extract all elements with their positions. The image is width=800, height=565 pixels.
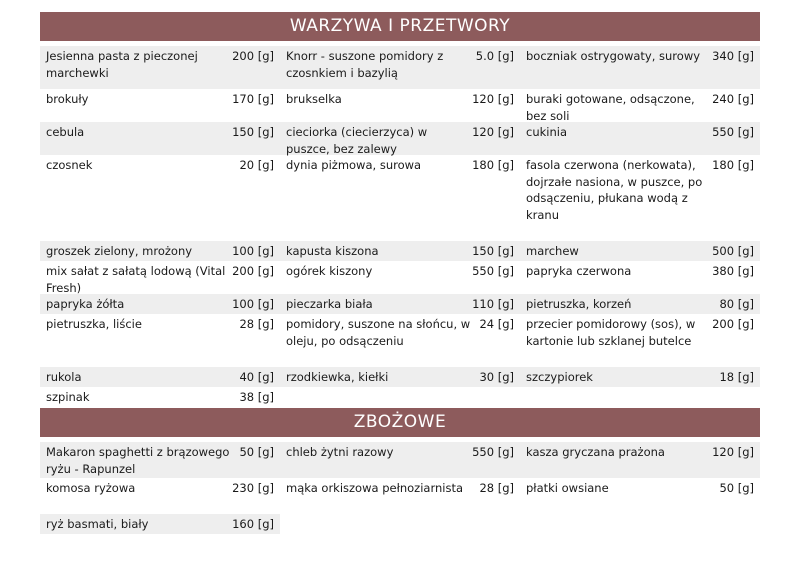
item-quantity: 120 [g] — [472, 92, 514, 106]
list-item — [520, 442, 760, 478]
item-quantity: 180 [g] — [712, 158, 754, 172]
item-name: brukselka — [286, 92, 342, 106]
item-name: ryż basmati, biały — [46, 517, 149, 531]
list-item — [520, 478, 760, 514]
item-quantity: 100 [g] — [232, 244, 274, 258]
list-item — [40, 478, 280, 514]
item-name: papryka żółta — [46, 297, 125, 311]
item-quantity: 340 [g] — [712, 49, 754, 63]
item-name: komosa ryżowa — [46, 481, 136, 495]
empty-cell — [520, 514, 760, 534]
item-name: cieciorka (ciecierzyca) w puszce, bez zalewy — [286, 125, 428, 156]
item-quantity: 200 [g] — [232, 49, 274, 63]
list-item — [280, 261, 520, 294]
list-item — [40, 241, 280, 261]
item-name: ogórek kiszony — [286, 264, 373, 278]
item-name: cebula — [46, 125, 85, 139]
list-item — [40, 122, 280, 155]
list-item — [40, 387, 280, 407]
item-name: Knorr - suszone pomidory z czosnkiem i bazylią — [286, 49, 444, 80]
item-name: chleb żytni razowy — [286, 445, 394, 459]
section-grains — [40, 408, 760, 534]
item-quantity: 170 [g] — [232, 92, 274, 106]
item-name: rukola — [46, 370, 82, 384]
list-item — [280, 314, 520, 367]
item-name: papryka czerwona — [526, 264, 632, 278]
item-name: rzodkiewka, kiełki — [286, 370, 389, 384]
list-item — [520, 314, 760, 367]
item-quantity: 80 [g] — [719, 297, 754, 311]
list-item — [520, 155, 760, 241]
item-quantity: 150 [g] — [232, 125, 274, 139]
item-quantity: 28 [g] — [479, 481, 514, 495]
list-item — [520, 367, 760, 387]
empty-cell — [280, 387, 520, 407]
item-name: dynia piżmowa, surowa — [286, 158, 422, 172]
list-item — [520, 46, 760, 89]
item-name: brokuły — [46, 92, 89, 106]
empty-cell — [280, 514, 520, 534]
list-item — [40, 261, 280, 294]
item-name: pomidory, suszone na słońcu, w oleju, po odsączeniu — [286, 317, 471, 348]
item-name: czosnek — [46, 158, 93, 172]
item-quantity: 200 [g] — [712, 317, 754, 331]
empty-cell — [520, 387, 760, 407]
item-name: Makaron spaghetti z brązowego ryżu - Rapunzel — [46, 445, 230, 476]
list-item — [40, 367, 280, 387]
item-quantity: 40 [g] — [239, 370, 274, 384]
item-quantity: 20 [g] — [239, 158, 274, 172]
item-quantity: 38 [g] — [239, 390, 274, 404]
item-quantity: 28 [g] — [239, 317, 274, 331]
item-quantity: 230 [g] — [232, 481, 274, 495]
item-name: szczypiorek — [526, 370, 593, 384]
item-name: groszek zielony, mrożony — [46, 244, 193, 258]
item-name: boczniak ostrygowaty, surowy — [526, 49, 701, 63]
item-name: szpinak — [46, 390, 90, 404]
list-item — [280, 122, 520, 155]
item-name: mix sałat z sałatą lodową (Vital Fresh) — [46, 264, 226, 295]
item-name: kapusta kiszona — [286, 244, 379, 258]
list-item — [520, 122, 760, 155]
items-grid — [40, 46, 760, 407]
list-item — [40, 155, 280, 241]
item-name: pietruszka, korzeń — [526, 297, 632, 311]
item-quantity: 50 [g] — [719, 481, 754, 495]
item-name: mąka orkiszowa pełnoziarnista — [286, 481, 464, 495]
list-item — [280, 367, 520, 387]
item-quantity: 50 [g] — [239, 445, 274, 459]
item-name: Jesienna pasta z pieczonej marchewki — [46, 49, 198, 80]
list-item — [280, 241, 520, 261]
list-item — [520, 294, 760, 314]
item-quantity: 100 [g] — [232, 297, 274, 311]
list-item — [520, 89, 760, 122]
list-item — [40, 442, 280, 478]
item-quantity: 120 [g] — [472, 125, 514, 139]
item-quantity: 120 [g] — [712, 445, 754, 459]
item-name: pieczarka biała — [286, 297, 373, 311]
item-quantity: 18 [g] — [719, 370, 754, 384]
item-name: buraki gotowane, odsączone, bez soli — [526, 92, 695, 123]
list-item — [40, 46, 280, 89]
list-item — [280, 478, 520, 514]
item-name: marchew — [526, 244, 579, 258]
section-title: ZBOŻOWE — [40, 408, 760, 437]
item-quantity: 5.0 [g] — [475, 49, 514, 63]
item-quantity: 110 [g] — [472, 297, 514, 311]
list-item — [40, 294, 280, 314]
item-quantity: 550 [g] — [472, 445, 514, 459]
list-item — [280, 46, 520, 89]
item-quantity: 180 [g] — [472, 158, 514, 172]
item-quantity: 24 [g] — [479, 317, 514, 331]
item-quantity: 550 [g] — [472, 264, 514, 278]
item-name: płatki owsiane — [526, 481, 609, 495]
item-quantity: 380 [g] — [712, 264, 754, 278]
item-name: fasola czerwona (nerkowata), dojrzałe nasiona, w puszce, po odsączeniu, płukana wodą z kranu — [526, 158, 703, 222]
list-item — [40, 314, 280, 367]
item-name: kasza gryczana prażona — [526, 445, 665, 459]
list-item — [280, 442, 520, 478]
list-item — [280, 89, 520, 122]
list-item — [40, 89, 280, 122]
list-item — [280, 294, 520, 314]
item-quantity: 150 [g] — [472, 244, 514, 258]
item-name: pietruszka, liście — [46, 317, 142, 331]
item-quantity: 200 [g] — [232, 264, 274, 278]
section-vegetables — [40, 12, 760, 407]
list-item — [280, 155, 520, 241]
item-quantity: 500 [g] — [712, 244, 754, 258]
item-quantity: 160 [g] — [232, 517, 274, 531]
item-name: przecier pomidorowy (sos), w kartonie lub szklanej butelce — [526, 317, 696, 348]
section-title: WARZYWA I PRZETWORY — [40, 12, 760, 41]
item-name: cukinia — [526, 125, 567, 139]
list-item — [520, 261, 760, 294]
item-quantity: 550 [g] — [712, 125, 754, 139]
item-quantity: 240 [g] — [712, 92, 754, 106]
list-item — [40, 514, 280, 534]
list-item — [520, 241, 760, 261]
item-quantity: 30 [g] — [479, 370, 514, 384]
items-grid — [40, 442, 760, 534]
